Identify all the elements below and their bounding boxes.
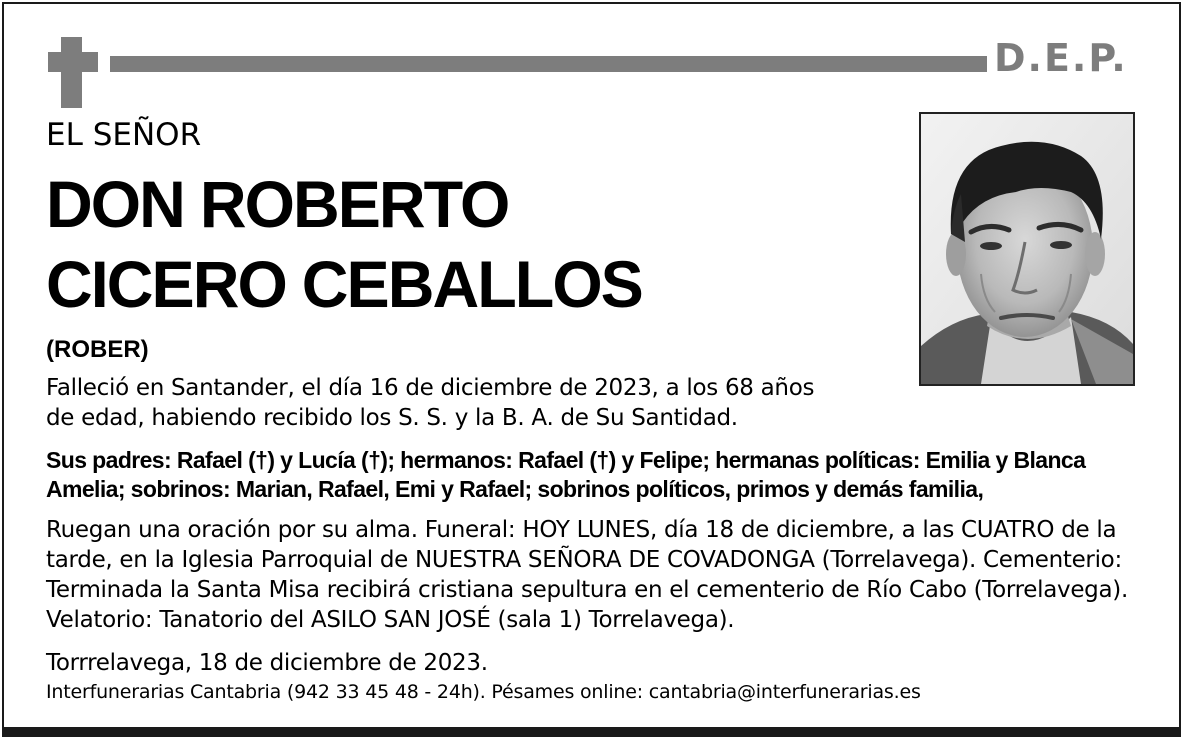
death-notice-line1: Falleció en Santander, el día 16 de diciembre de 2023, a los 68 años bbox=[46, 375, 815, 401]
funeral-home-contact: Interfunerarias Cantabria (942 33 45 48 - 24h). Pésames online: cantabria@interfunerarias.es bbox=[46, 681, 921, 703]
service-line2: tarde, en la Iglesia Parroquial de NUESTRA SEÑORA DE COVADONGA (Torrelavega). Cementerio: bbox=[46, 547, 1122, 573]
portrait-photo-drawing bbox=[921, 114, 1133, 384]
service-line4: Velatorio: Tanatorio del ASILO SAN JOSÉ (sala 1) Torrelavega). bbox=[46, 607, 735, 633]
service-line1: Ruegan una oración por su alma. Funeral: HOY LUNES, día 18 de diciembre, a las CUATRO de la bbox=[46, 517, 1117, 543]
dep-label: D.E.P. bbox=[994, 36, 1128, 80]
nickname: (ROBER) bbox=[46, 336, 149, 363]
cross-icon bbox=[61, 37, 82, 108]
portrait-photo bbox=[919, 112, 1135, 386]
honorific: EL SEÑOR bbox=[46, 117, 202, 153]
deceased-name-line2: CICERO CEBALLOS bbox=[46, 247, 642, 321]
family-line1: Sus padres: Rafael (†) y Lucía (†); hermanos: Rafael (†) y Felipe; hermanas políticas: Emilia y Blanca bbox=[46, 447, 1086, 473]
place-date: Torrrelavega, 18 de diciembre de 2023. bbox=[46, 650, 488, 676]
family-line2: Amelia; sobrinos: Marian, Rafael, Emi y Rafael; sobrinos políticos, primos y demás familia, bbox=[46, 476, 984, 502]
cross-icon-bar bbox=[48, 52, 98, 72]
deceased-name-line1: DON ROBERTO bbox=[46, 167, 509, 241]
death-notice-line2: de edad, habiendo recibido los S. S. y la B. A. de Su Santidad. bbox=[46, 405, 738, 431]
service-line3: Terminada la Santa Misa recibirá cristiana sepultura en el cementerio de Río Cabo (Torrelavega). bbox=[46, 577, 1128, 603]
header-rule bbox=[110, 56, 987, 72]
